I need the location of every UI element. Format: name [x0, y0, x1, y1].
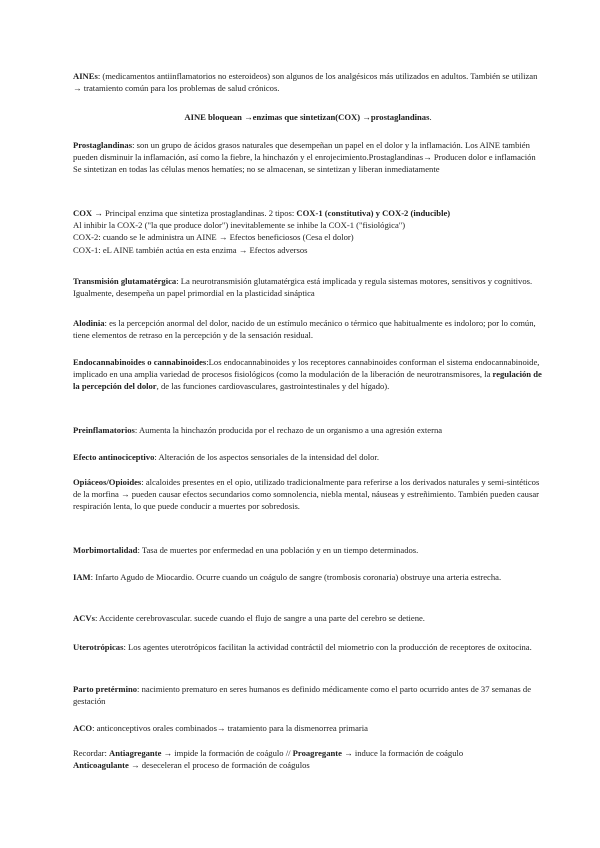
antiagregante-text: → impide la formación de coágulo //	[161, 748, 293, 758]
antinociceptivo-text: : Alteración de los aspectos sensoriales de la intensidad del dolor.	[154, 452, 379, 462]
uterotropicas-term: Uterotrópicas	[73, 642, 124, 652]
antinociceptivo-term: Efecto antinociceptivo	[73, 452, 155, 462]
opiaceos-term: Opiáceos/Opioides	[73, 477, 142, 487]
preinflamatorios-text: : Aumenta la hinchazón producida por el rechazo de un organismo a una agresión externa	[134, 425, 443, 435]
morbimortalidad-term: Morbimortalidad	[73, 545, 138, 555]
cox-line3: COX-2: cuando se le administra un AINE → Efectos beneficiosos (Cesa el dolor)	[73, 232, 354, 243]
endocannabinoides-text: :Los endocannabinoides y los receptores cannabinoides conforman el sistema endocannabinoide, implicado en una amplia variedad de procesos fisiológicos (como la modulación de la liberación de neurotransmisores, la	[73, 357, 540, 380]
cox-types: COX-1 (constitutiva) y COX-2 (inducible)	[296, 208, 451, 218]
recordar-prefix: Recordar:	[73, 748, 110, 758]
acv-paragraph	[73, 612, 543, 624]
cox-paragraph	[73, 207, 543, 256]
alodinia-text: : es la percepción anormal del dolor, nacido de un estímulo mecánico o térmico que habitualmente es indoloro; por lo común, tiene elementos de retraso en la percepción y de la sensación residual.	[73, 318, 536, 341]
opiaceos-text: : alcaloides presentes en el opio, utilizado tradicionalmente para referirse a los derivados naturales y semi-sintéticos de la morfina → pueden causar efectos secundarios como somnolencia, niebla mental, náuseas y estreñimiento. También pueden causar respiración lenta, lo que puede conducir a muertes por sobredosis.	[73, 477, 540, 512]
cox-text: Principal enzima que sintetiza prostaglandinas. 2 tipos:	[102, 208, 297, 218]
preinflamatorios-term: Preinflamatorios	[73, 425, 135, 435]
endocannabinoides-term: Endocannabinoides o cannabinoides	[73, 357, 207, 367]
cox-line2: Al inhibir la COX-2 ("la que produce dolor") inevitablemente se inhibe la COX-1 ("fisiológica")	[73, 220, 406, 231]
glutamato-paragraph	[73, 275, 543, 299]
endocannabinoides-paragraph	[73, 356, 543, 393]
iam-text: : Infarto Agudo de Miocardio. Ocurre cuando un coágulo de sangre (trombosis coronaria) obstruye una arteria estrecha.	[90, 572, 502, 582]
endocannabinoides-bold: regulación de la percepción del dolor	[73, 369, 542, 392]
prostaglandinas-line2: Se sintetizan en todas las células menos hematíes; no se almacenan, se sintetizan y liberan inmediatamente	[73, 164, 440, 175]
prostaglandinas-paragraph	[73, 139, 543, 176]
parto-text: : nacimiento prematuro en seres humanos es definido médicamente como el parto ocurrido antes de 37 semanas de gestación	[73, 684, 532, 707]
antiagregante-term: Antiagregante	[109, 748, 162, 758]
preinflamatorios-paragraph	[73, 424, 543, 436]
aine-heading-end: .	[429, 112, 432, 122]
opiaceos-paragraph	[73, 476, 543, 513]
antinociceptivo-paragraph	[73, 451, 543, 463]
cox-line4: COX-1: eL AINE también actúa en esta enzima → Efectos adversos	[73, 244, 308, 255]
aco-paragraph	[73, 722, 543, 734]
proagregante-term: Proagregante	[292, 748, 342, 758]
glutamato-text: : La neurotransmisión glutamatérgica está implicada y regula sistemas motores, sensitivos y cognitivos. Igualmente, desempeña un papel primordial en la plasticidad sináptica	[73, 276, 533, 299]
aines-paragraph	[73, 70, 543, 94]
morbimortalidad-text: : Tasa de muertes por enfermedad en una población y en un tiempo determinados.	[137, 545, 419, 555]
recordar-paragraph	[73, 747, 543, 771]
uterotropicas-paragraph	[73, 641, 543, 653]
parto-term: Parto pretérmino	[73, 684, 138, 694]
aines-term: AINEs	[73, 71, 98, 81]
alodinia-term: Alodinia	[73, 318, 105, 328]
alodinia-paragraph	[73, 317, 543, 341]
glutamato-term: Transmisión glutamatérgica	[73, 276, 177, 286]
uterotropicas-text: : Los agentes uterotrópicos facilitan la actividad contráctil del miometrio con la producción de receptores de oxitocina.	[123, 642, 532, 652]
prostaglandinas-term: Prostaglandinas	[73, 140, 133, 150]
prostaglandinas-text: : son un grupo de ácidos grasos naturales que desempeñan un papel en el dolor y la inflamación. Los AINE también pueden disminuir la inflamación, así como la fiebre, la hinchazón y el enrojecimiento.Prostaglandinas→ Producen dolor e inflamación	[73, 140, 536, 163]
iam-term: IAM	[73, 572, 91, 582]
iam-paragraph	[73, 571, 543, 583]
parto-paragraph	[73, 683, 543, 707]
anticoagulante-text: → deseceleran el proceso de formación de coágulos	[128, 760, 310, 771]
aco-term: ACO	[73, 723, 93, 733]
aine-heading-text: AINE bloquean →enzimas que sintetizan(COX) →prostaglandinas	[184, 112, 430, 122]
aines-text: : (medicamentos antiinflamatorios no esteroideos) son algunos de los analgésicos más utilizados en adultos. También se utilizan → tratamiento común para los problemas de salud crónicos.	[73, 71, 538, 94]
aco-text: : anticonceptivos orales combinados→ tratamiento para la dismenorrea primaria	[92, 723, 368, 733]
acv-term: ACVs	[73, 613, 95, 623]
morbimortalidad-paragraph	[73, 544, 543, 556]
proagregante-text: → induce la formación de coágulo	[341, 748, 464, 758]
aine-heading	[73, 111, 543, 123]
endocannabinoides-text-end: , de las funciones cardiovasculares, gastrointestinales y del hígado).	[156, 381, 390, 392]
anticoagulante-term: Anticoagulante	[73, 760, 129, 771]
cox-term: COX →	[73, 208, 103, 218]
acv-text: : Accidente cerebrovascular. sucede cuando el flujo de sangre a una parte del cerebro se detiene.	[94, 613, 425, 623]
